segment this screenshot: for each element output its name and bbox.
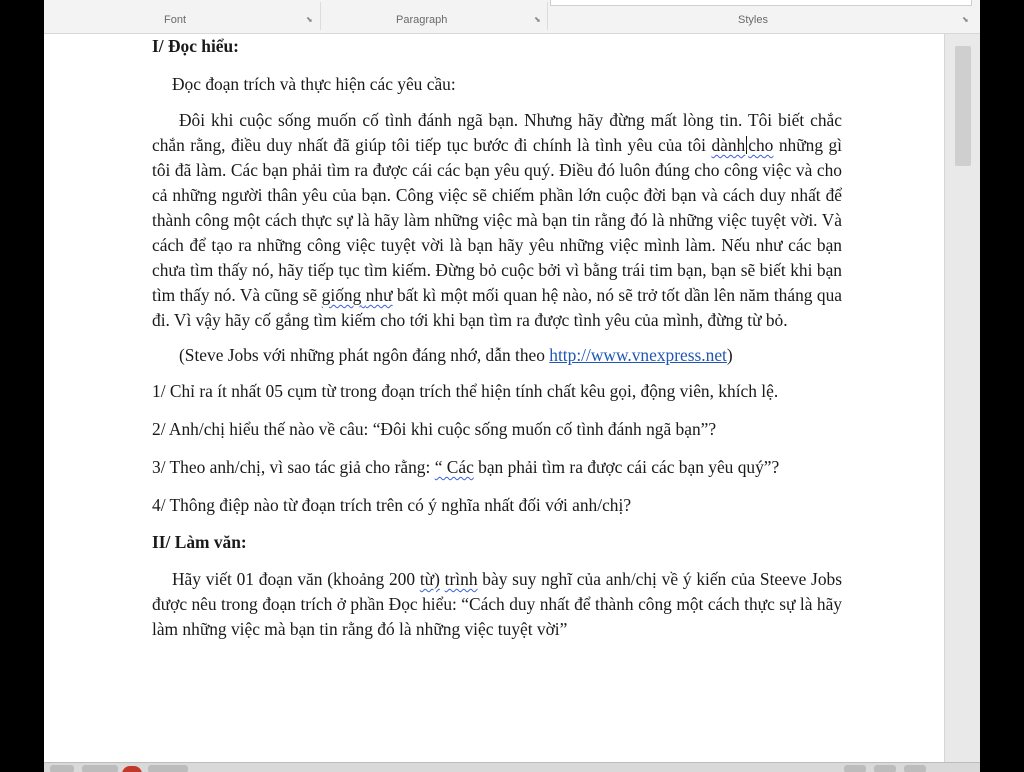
spellcheck-word[interactable]: như <box>365 285 393 305</box>
spellcheck-word[interactable]: cho <box>748 135 774 155</box>
ribbon-group-labels <box>44 0 980 34</box>
status-item <box>148 765 188 772</box>
source-citation <box>152 343 842 368</box>
question-2: 2/ Anh/chị hiểu thế nào về câu: “Đôi khi cuộc sống muốn cố tình đánh ngã bạn”? <box>152 419 717 439</box>
view-mode-icon[interactable] <box>874 765 896 772</box>
spellcheck-word[interactable]: giống <box>321 285 362 305</box>
word-window <box>44 0 980 772</box>
question-3-prefix: 3/ Theo anh/chị, vì sao tác giả cho rằng: <box>152 457 435 477</box>
question-1: 1/ Chỉ ra ít nhất 05 cụm từ trong đoạn trích thể hiện tính chất kêu gọi, động viên, khích lệ. <box>152 381 779 401</box>
heading-writing: II/ Làm văn: <box>152 532 247 552</box>
paragraph-dialog-launcher-icon[interactable]: ⬊ <box>534 15 541 24</box>
zoom-icon[interactable] <box>904 765 926 772</box>
status-item <box>50 765 74 772</box>
question-4: 4/ Thông điệp nào từ đoạn trích trên có ý nghĩa nhất đối với anh/chị? <box>152 495 632 515</box>
styles-group-label: Styles <box>738 14 768 26</box>
spellcheck-word[interactable]: “ Các <box>434 457 474 477</box>
group-separator <box>547 2 548 30</box>
status-item <box>82 765 118 772</box>
source-suffix: ) <box>726 345 733 365</box>
source-link[interactable]: http://www.vnexpress.net <box>549 345 727 365</box>
spellcheck-word[interactable]: dành <box>711 135 746 155</box>
essay-prompt <box>152 567 842 642</box>
question-3 <box>152 455 842 480</box>
group-separator <box>320 2 321 30</box>
styles-gallery[interactable] <box>550 0 972 6</box>
vertical-scrollbar[interactable] <box>944 34 980 762</box>
document-body[interactable] <box>152 34 842 642</box>
font-dialog-launcher-icon[interactable]: ⬊ <box>306 15 313 24</box>
passage-part3: bất kì một mối quan hệ nào, nó sẽ trở tốt dần lên năm tháng qua đi. Vì vậy hãy cố gắng tìm kiếm cho tới khi bạn tìm ra được tình yêu của mình, đừng từ bỏ. <box>152 285 842 330</box>
spellcheck-word[interactable]: từ) <box>419 569 440 589</box>
instruction-text: Đọc đoạn trích và thực hiện các yêu cầu: <box>172 74 456 94</box>
passage-part1: Đôi khi cuộc sống muốn cố tình đánh ngã bạn. Nhưng hãy đừng mất lòng tin. Tôi biết chắc chắn rằng, điều duy nhất đã giúp tôi tiếp tục bước đi chính là tình yêu của tôi <box>152 110 842 155</box>
heading-reading: I/ Đọc hiểu: <box>152 36 239 56</box>
question-3-suffix: bạn phải tìm ra được cái các bạn yêu quý”? <box>473 457 780 477</box>
styles-dialog-launcher-icon[interactable]: ⬊ <box>962 15 969 24</box>
font-group-label: Font <box>164 14 187 26</box>
view-mode-icon[interactable] <box>844 765 866 772</box>
scrollbar-thumb[interactable] <box>955 46 971 166</box>
record-icon <box>122 766 142 772</box>
essay-part1: Hãy viết 01 đoạn văn (khoảng 200 <box>172 569 420 589</box>
paragraph-group-label: Paragraph <box>396 14 448 26</box>
passage-part2: những gì tôi đã làm. Các bạn phải tìm ra được cái các bạn yêu quý. Điều đó luôn đúng cho công việc và cho cả những người thân yêu của bạn. Công việc sẽ chiếm phần lớn cuộc đời bạn và cách duy nhất để thành công một cách thực sự là hãy làm những việc mà bạn tin rằng đó là những việc tuyệt vời. Và cách để tạo ra những công việc tuyệt vời là bạn hãy yêu những việc mình làm. Nếu như các bạn chưa tìm thấy nó, hãy tiếp tục tìm kiếm. Đừng bỏ cuộc bởi vì bằng trái tim bạn, bạn sẽ biết khi bạn tìm thấy nó. Và cũng sẽ <box>152 135 842 305</box>
passage-paragraph <box>152 108 842 333</box>
essay-part2: bày suy nghĩ của anh/chị về ý kiến của Steeve Jobs được nêu trong đoạn trích ở phần Đọc hiểu: “Cách duy nhất để thành công một cách thực sự là hãy làm những việc mà bạn tin rằng đó là những việc tuyệt vời” <box>152 569 842 639</box>
spellcheck-word[interactable]: trình <box>444 569 478 589</box>
source-prefix: (Steve Jobs với những phát ngôn đáng nhớ, dẫn theo <box>179 345 550 365</box>
status-bar <box>44 762 980 772</box>
